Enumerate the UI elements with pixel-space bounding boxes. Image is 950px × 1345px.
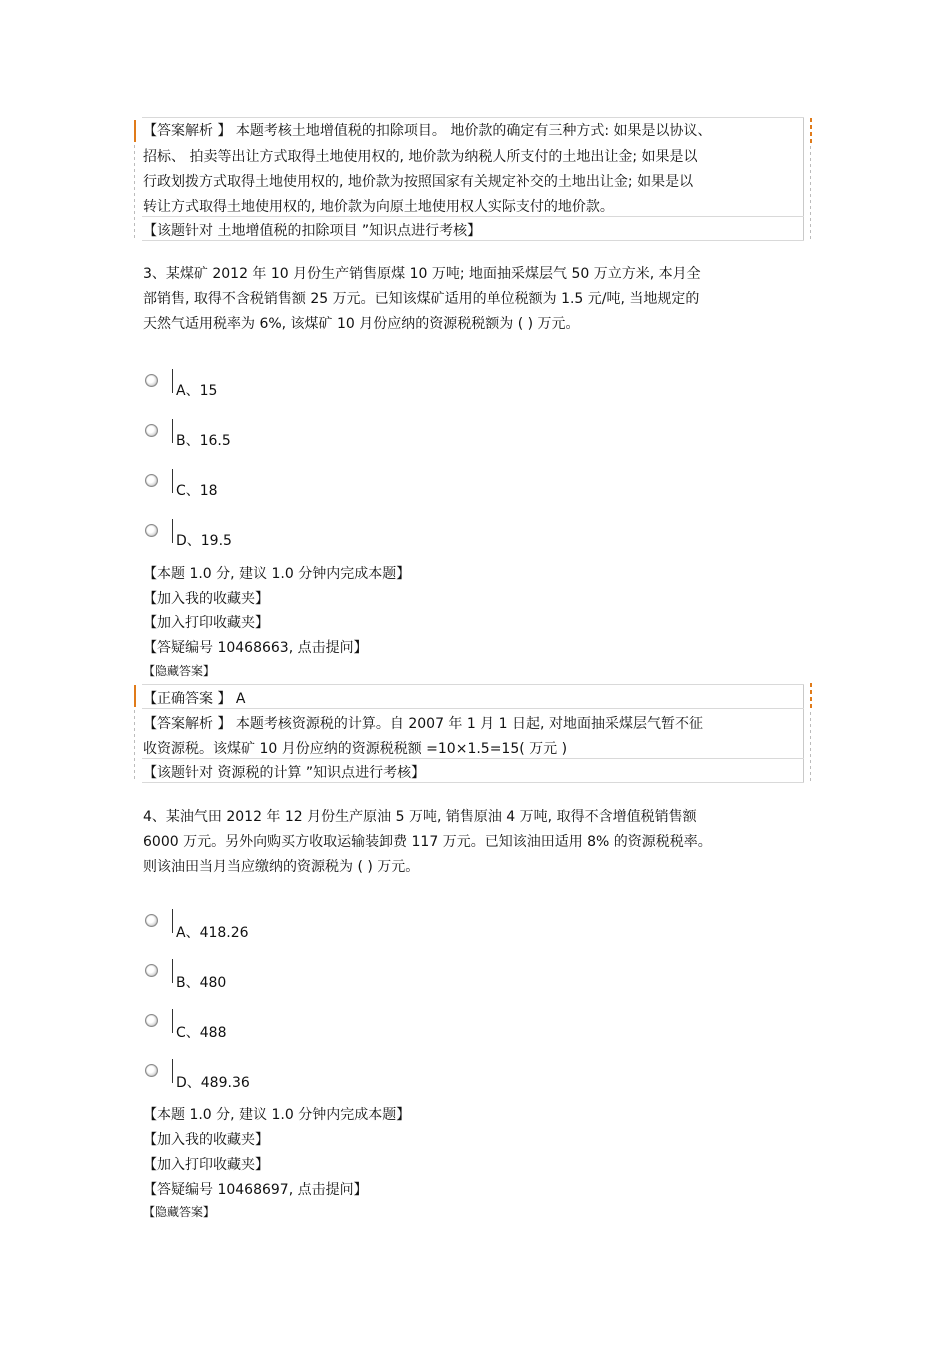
option-divider: [172, 369, 173, 393]
radio-button[interactable]: [145, 374, 158, 387]
radio-button[interactable]: [145, 524, 158, 537]
box-top-rule: [142, 117, 804, 118]
add-to-print-favorites-link[interactable]: 【加入打印收藏夹】: [143, 1157, 269, 1173]
q3-text-line-3: 天然气适用税率为 6%, 该煤矿 10 月份应纳的资源税税额为 ( ) 万元。: [143, 316, 580, 332]
q2-analysis-line-4: 转让方式取得土地使用权的, 地价款为向原土地使用权人实际支付的地价款。: [143, 199, 614, 215]
q4-text-line-1: 4、某油气田 2012 年 12 月份生产原油 5 万吨, 销售原油 4 万吨, 取得不含增值税销售额: [143, 809, 697, 825]
q4-score-note: 【本题 1.0 分, 建议 1.0 分钟内完成本题】: [143, 1107, 411, 1123]
option-label[interactable]: D、489.36: [176, 1075, 250, 1091]
q2-analysis-line-2: 招标、 拍卖等出让方式取得土地使用权的, 地价款为纳税人所支付的土地出让金; 如果是以: [143, 149, 698, 165]
q3-targeted-note: 【该题针对 资源税的计算 ”知识点进行考核】: [143, 765, 426, 781]
box-bottom-rule: [142, 240, 804, 241]
radio-button[interactable]: [145, 1064, 158, 1077]
option-divider: [172, 469, 173, 493]
ask-question-link[interactable]: 【答疑编号 10468697, 点击提问】: [143, 1182, 368, 1198]
q4-text-line-2: 6000 万元。另外向购买方收取运输装卸费 117 万元。已知该油田适用 8% 的资源税税率。: [143, 834, 712, 850]
right-dash-line: [810, 712, 811, 782]
option-divider: [172, 1009, 173, 1033]
q3-text-line-2: 部销售, 取得不含税销售额 25 万元。已知该煤矿适用的单位税额为 1.5 元/吨, 当地规定的: [143, 291, 700, 307]
q2-analysis-line-1: 【答案解析 】 本题考核土地增值税的扣除项目。 地价款的确定有三种方式: 如果是以协议、: [143, 123, 712, 139]
q3-score-note: 【本题 1.0 分, 建议 1.0 分钟内完成本题】: [143, 566, 411, 582]
option-label[interactable]: A、418.26: [176, 925, 249, 941]
hide-answer-toggle[interactable]: 【隐藏答案】: [143, 664, 216, 678]
hide-answer-toggle[interactable]: 【隐藏答案】: [143, 1205, 216, 1219]
option-divider: [172, 909, 173, 933]
option-divider: [172, 959, 173, 983]
left-dash-line: [134, 145, 135, 240]
ask-question-link[interactable]: 【答疑编号 10468663, 点击提问】: [143, 640, 368, 656]
option-label[interactable]: A、15: [176, 383, 218, 399]
add-to-favorites-link[interactable]: 【加入我的收藏夹】: [143, 591, 269, 607]
radio-button[interactable]: [145, 424, 158, 437]
q2-targeted-note: 【该题针对 土地增值税的扣除项目 ”知识点进行考核】: [143, 223, 482, 239]
q3-analysis-line-1: 【答案解析 】 本题考核资源税的计算。自 2007 年 1 月 1 日起, 对地面抽采煤层气暂不征: [143, 716, 703, 732]
q4-text-line-3: 则该油田当月当应缴纳的资源税为 ( ) 万元。: [143, 859, 420, 875]
left-orange-mark: [134, 685, 136, 707]
option-divider: [172, 419, 173, 443]
left-dash-line: [134, 710, 135, 782]
box-bottom-rule: [142, 782, 804, 783]
q2-analysis-line-3: 行政划拨方式取得土地使用权的, 地价款为按照国家有关规定补交的土地出让金; 如果是以: [143, 174, 694, 190]
box-rule: [142, 708, 804, 709]
option-label[interactable]: D、19.5: [176, 533, 232, 549]
add-to-favorites-link[interactable]: 【加入我的收藏夹】: [143, 1132, 269, 1148]
box-right-border: [803, 684, 804, 782]
box-top-rule: [142, 684, 804, 685]
q3-text-line-1: 3、某煤矿 2012 年 10 月份生产销售原煤 10 万吨; 地面抽采煤层气 50 万立方米, 本月全: [143, 266, 701, 282]
radio-button[interactable]: [145, 474, 158, 487]
box-rule: [142, 758, 804, 759]
radio-button[interactable]: [145, 914, 158, 927]
add-to-print-favorites-link[interactable]: 【加入打印收藏夹】: [143, 615, 269, 631]
option-label[interactable]: C、18: [176, 483, 218, 499]
box-mid-rule: [142, 216, 804, 217]
q3-analysis-line-2: 收资源税。该煤矿 10 月份应纳的资源税税额 =10×1.5=15( 万元 ): [143, 741, 568, 757]
correct-answer: 【正确答案 】 A: [143, 691, 246, 707]
radio-button[interactable]: [145, 964, 158, 977]
radio-button[interactable]: [145, 1014, 158, 1027]
option-divider: [172, 519, 173, 543]
right-orange-mark: [810, 118, 812, 144]
right-dash-line: [810, 146, 811, 241]
option-label[interactable]: B、16.5: [176, 433, 231, 449]
box-right-border: [803, 118, 804, 240]
right-orange-mark: [810, 683, 812, 709]
option-label[interactable]: B、480: [176, 975, 227, 991]
option-divider: [172, 1059, 173, 1083]
option-label[interactable]: C、488: [176, 1025, 227, 1041]
left-orange-mark: [134, 120, 136, 142]
